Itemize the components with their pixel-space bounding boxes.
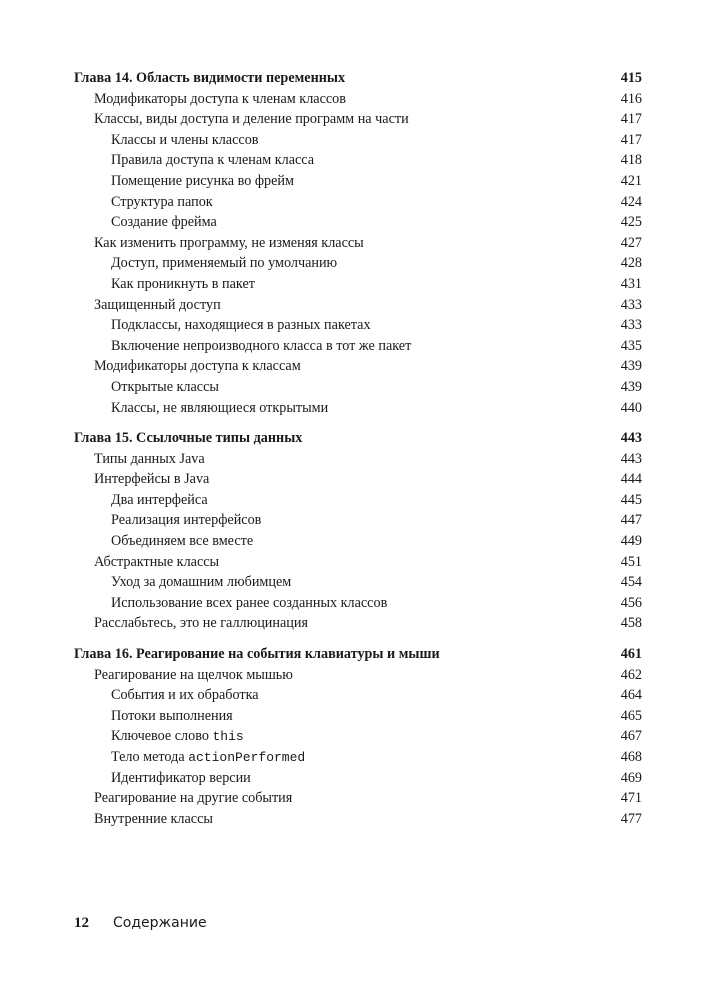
toc-section bbox=[74, 89, 642, 110]
toc-entry-page: 417 bbox=[620, 131, 642, 148]
toc-entry-page: 451 bbox=[620, 553, 642, 570]
toc-entry-title bbox=[74, 192, 213, 213]
toc-subsection bbox=[74, 212, 642, 233]
toc-entry-title bbox=[74, 768, 251, 789]
toc-subsection bbox=[74, 336, 642, 357]
toc-entry-text: Ключевое слово bbox=[111, 728, 213, 745]
toc-subsection bbox=[74, 274, 642, 295]
toc-entry-title bbox=[74, 552, 219, 573]
toc-section bbox=[74, 469, 642, 490]
toc-subsection bbox=[74, 706, 642, 727]
toc-chapter-heading bbox=[74, 428, 642, 449]
toc-entry-page: 454 bbox=[620, 574, 642, 591]
toc-entry-title bbox=[74, 788, 292, 809]
toc-section bbox=[74, 809, 642, 830]
table-of-contents bbox=[74, 68, 642, 839]
toc-entry-title bbox=[74, 428, 302, 449]
toc-section bbox=[74, 109, 642, 130]
toc-subsection bbox=[74, 171, 642, 192]
toc-entry-page: 444 bbox=[620, 471, 642, 488]
toc-entry-title bbox=[74, 644, 440, 665]
toc-entry-text: Два интерфейса bbox=[111, 491, 208, 508]
toc-chapter bbox=[74, 644, 642, 829]
toc-section bbox=[74, 449, 642, 470]
toc-entry-text: Подклассы, находящиеся в разных пакетах bbox=[111, 317, 371, 334]
toc-entry-text: Классы, не являющиеся открытыми bbox=[111, 399, 329, 416]
toc-entry-text: Использование всех ранее созданных классов bbox=[111, 594, 388, 611]
toc-section bbox=[74, 233, 642, 254]
toc-entry-page: 456 bbox=[620, 594, 642, 611]
toc-entry-text: Уход за домашним любимцем bbox=[111, 574, 292, 591]
toc-chapter-heading bbox=[74, 68, 642, 89]
toc-section bbox=[74, 295, 642, 316]
toc-entry-title bbox=[74, 593, 387, 614]
toc-entry-page: 467 bbox=[620, 728, 642, 745]
toc-entry-title bbox=[74, 212, 217, 233]
toc-entry-page: 417 bbox=[620, 111, 642, 128]
toc-entry-title bbox=[74, 572, 291, 593]
toc-entry-title bbox=[74, 253, 337, 274]
toc-entry-text: Объединяем все вместе bbox=[111, 533, 254, 550]
toc-entry-page: 445 bbox=[620, 491, 642, 508]
toc-entry-title bbox=[74, 490, 208, 511]
toc-entry-text: Классы, виды доступа и деление программ на части bbox=[94, 111, 409, 128]
toc-entry-text: Защищенный доступ bbox=[94, 296, 221, 313]
toc-entry-text: Доступ, применяемый по умолчанию bbox=[111, 255, 338, 272]
toc-entry-text: Модификаторы доступа к членам классов bbox=[94, 90, 346, 107]
toc-entry-title bbox=[74, 336, 411, 357]
toc-entry-title bbox=[74, 150, 314, 171]
toc-entry-title bbox=[74, 356, 301, 377]
toc-entry-text: Структура папок bbox=[111, 193, 213, 210]
toc-entry-title bbox=[74, 171, 294, 192]
toc-entry-title bbox=[74, 398, 328, 419]
toc-entry-title bbox=[74, 613, 308, 634]
toc-entry-page: 439 bbox=[620, 358, 642, 375]
toc-subsection bbox=[74, 398, 642, 419]
toc-entry-title bbox=[74, 531, 253, 552]
toc-entry-text: Как изменить программу, не изменяя классы bbox=[94, 234, 364, 251]
toc-subsection bbox=[74, 510, 642, 531]
toc-entry-title bbox=[74, 665, 293, 686]
toc-entry-title bbox=[74, 274, 255, 295]
toc-entry-page: 462 bbox=[620, 666, 642, 683]
toc-entry-text: Тело метода bbox=[111, 749, 189, 765]
toc-entry-code: actionPerformed bbox=[188, 750, 306, 765]
toc-entry-text: Интерфейсы в Java bbox=[94, 471, 210, 488]
toc-entry-page: 461 bbox=[620, 646, 642, 663]
toc-chapter bbox=[74, 68, 642, 418]
toc-entry-page: 443 bbox=[620, 450, 642, 467]
toc-entry-text: Правила доступа к членам класса bbox=[111, 152, 315, 169]
toc-entry-text: Создание фрейма bbox=[111, 214, 217, 231]
toc-entry-text: Реализация интерфейсов bbox=[111, 512, 262, 529]
toc-entry-title bbox=[74, 685, 259, 706]
toc-subsection bbox=[74, 726, 642, 747]
toc-entry-page: 439 bbox=[620, 378, 642, 395]
toc-entry-page: 415 bbox=[620, 70, 642, 86]
toc-entry-text: Глава 15. Ссылочные типы данных bbox=[74, 430, 303, 447]
toc-entry-page: 428 bbox=[620, 255, 642, 272]
toc-chapter bbox=[74, 428, 642, 634]
toc-subsection bbox=[74, 593, 642, 614]
toc-subsection bbox=[74, 768, 642, 789]
toc-entry-text: События и их обработка bbox=[111, 687, 259, 704]
toc-entry-page: 447 bbox=[620, 512, 642, 529]
toc-entry-page: 469 bbox=[620, 769, 642, 786]
toc-entry-title bbox=[74, 233, 364, 254]
toc-entry-text: Открытые классы bbox=[111, 378, 219, 395]
toc-entry-text: Модификаторы доступа к классам bbox=[94, 358, 301, 375]
toc-entry-title bbox=[74, 295, 221, 316]
toc-entry-text: Реагирование на другие события bbox=[94, 790, 293, 807]
toc-entry-title bbox=[74, 377, 219, 398]
toc-entry-title bbox=[74, 109, 409, 130]
toc-entry-page: 449 bbox=[620, 533, 642, 550]
toc-chapter-heading bbox=[74, 644, 642, 665]
toc-subsection bbox=[74, 377, 642, 398]
toc-subsection bbox=[74, 572, 642, 593]
toc-subsection bbox=[74, 685, 642, 706]
toc-entry-page: 424 bbox=[620, 193, 642, 210]
toc-section bbox=[74, 665, 642, 686]
toc-entry-title bbox=[74, 315, 371, 336]
toc-entry-code: this bbox=[212, 729, 244, 745]
toc-entry-page: 425 bbox=[620, 214, 642, 231]
toc-entry-text: Классы и члены классов bbox=[111, 131, 259, 148]
toc-entry-title bbox=[74, 68, 345, 89]
toc-entry-title bbox=[74, 726, 244, 748]
toc-entry-page: 443 bbox=[620, 430, 642, 447]
toc-entry-title bbox=[74, 130, 259, 151]
toc-entry-page: 465 bbox=[620, 707, 642, 724]
toc-entry-page: 418 bbox=[620, 152, 642, 169]
toc-section bbox=[74, 356, 642, 377]
toc-entry-text: Глава 16. Реагирование на события клавиатуры и мыши bbox=[74, 646, 440, 663]
toc-entry-text: Внутренние классы bbox=[94, 810, 213, 827]
toc-section bbox=[74, 613, 642, 634]
toc-entry-title bbox=[74, 747, 305, 769]
toc-entry-title bbox=[74, 510, 261, 531]
toc-entry-title bbox=[74, 89, 346, 110]
toc-entry-text: Включение непроизводного класса в тот же пакет bbox=[111, 337, 412, 354]
toc-entry-page: 427 bbox=[620, 234, 642, 251]
toc-entry-page: 440 bbox=[620, 399, 642, 416]
toc-entry-text: Глава 14. Область видимости переменных bbox=[74, 70, 346, 86]
toc-entry-page: 471 bbox=[620, 790, 642, 807]
footer-section-title: Содержание bbox=[113, 915, 207, 931]
toc-entry-text: Типы данных Java bbox=[94, 450, 205, 467]
toc-subsection bbox=[74, 490, 642, 511]
toc-entry-text: Помещение рисунка во фрейм bbox=[111, 172, 294, 189]
toc-subsection bbox=[74, 747, 642, 768]
toc-section bbox=[74, 788, 642, 809]
toc-entry-page: 458 bbox=[620, 615, 642, 632]
toc-entry-text: Расслабьтесь, это не галлюцинация bbox=[94, 615, 308, 632]
toc-entry-text: Потоки выполнения bbox=[111, 707, 233, 724]
toc-entry-page: 435 bbox=[620, 337, 642, 354]
toc-subsection bbox=[74, 531, 642, 552]
toc-entry-page: 416 bbox=[620, 90, 642, 107]
toc-entry-page: 433 bbox=[620, 317, 642, 334]
toc-entry-page: 468 bbox=[620, 749, 642, 765]
toc-entry-text: Как проникнуть в пакет bbox=[111, 275, 255, 292]
toc-entry-text: Реагирование на щелчок мышью bbox=[94, 666, 293, 683]
toc-entry-title bbox=[74, 809, 213, 830]
toc-subsection bbox=[74, 253, 642, 274]
toc-entry-page: 464 bbox=[620, 687, 642, 704]
toc-section bbox=[74, 552, 642, 573]
toc-entry-page: 421 bbox=[620, 172, 642, 189]
page-footer bbox=[74, 911, 207, 935]
toc-entry-title bbox=[74, 706, 233, 727]
toc-entry-title bbox=[74, 449, 205, 470]
toc-subsection bbox=[74, 192, 642, 213]
toc-entry-text: Абстрактные классы bbox=[94, 553, 220, 570]
toc-subsection bbox=[74, 315, 642, 336]
toc-subsection bbox=[74, 130, 642, 151]
toc-entry-page: 433 bbox=[620, 296, 642, 313]
toc-entry-page: 477 bbox=[620, 810, 642, 827]
toc-entry-title bbox=[74, 469, 209, 490]
toc-entry-text: Идентификатор версии bbox=[111, 769, 251, 786]
toc-subsection bbox=[74, 150, 642, 171]
toc-entry-page: 431 bbox=[620, 275, 642, 292]
footer-page-number: 12 bbox=[74, 915, 89, 931]
